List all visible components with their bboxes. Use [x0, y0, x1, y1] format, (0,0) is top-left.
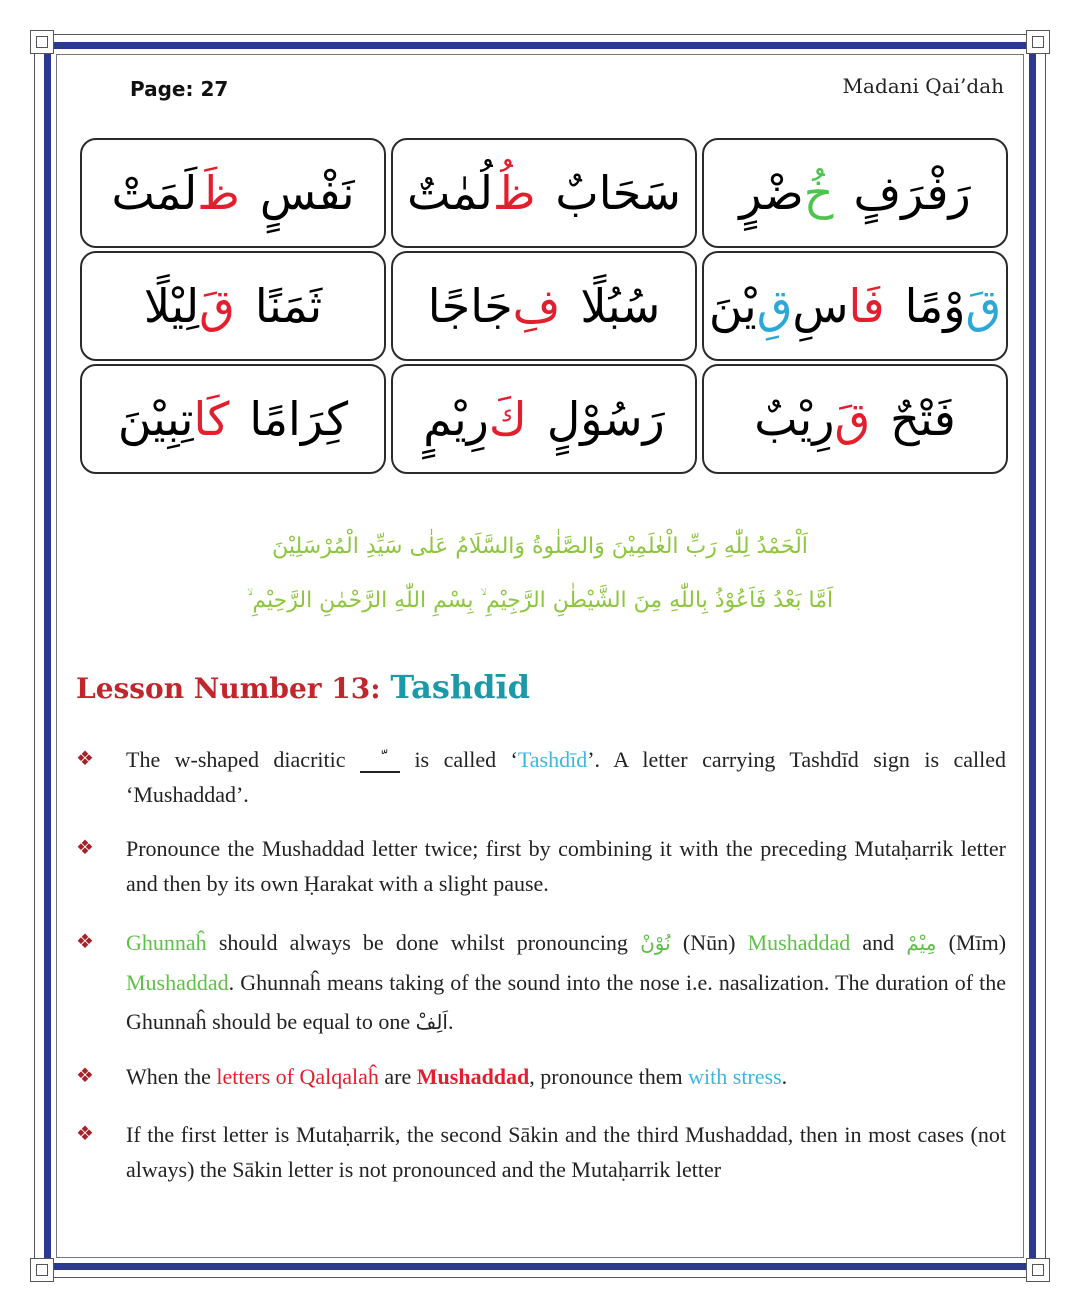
word-cell: [80, 251, 386, 361]
text-run: are: [384, 1064, 412, 1089]
bullet-item: [76, 742, 1006, 814]
lesson-topic: Tashdīd: [390, 668, 531, 706]
arabic-letters: خُ: [803, 166, 834, 220]
word-cell: [702, 138, 1008, 248]
bullet-text: [126, 742, 1006, 812]
arabic-letters: فَتْحٌ: [890, 392, 956, 446]
arabic-alif: اَلِفْ: [415, 1010, 448, 1034]
arabic-letters: جَاجًا: [427, 279, 513, 333]
arabic-letters: قَ: [199, 279, 235, 333]
bullet-text: [126, 1059, 1006, 1094]
text-run: (Nūn): [682, 930, 736, 955]
text-run: .: [781, 1064, 788, 1089]
text-run: The w-shaped diacritic: [126, 747, 346, 772]
term-mushaddad: Mushaddad: [416, 1064, 530, 1089]
word-cell: [80, 138, 386, 248]
arabic-letters: ثَمَنًا: [254, 279, 323, 333]
term-ghunnah: Ghunnaĥ: [126, 930, 207, 955]
word-cell: [80, 364, 386, 474]
bullet-icon: ❖: [76, 931, 94, 953]
term-stress: with stress: [688, 1064, 782, 1089]
text-run: ’. A letter carrying Tashdīd sign is called ‘Mushaddad’.: [126, 747, 1007, 807]
arabic-letters: قَ: [965, 279, 1002, 333]
arabic-letters: تِبِيْنَ: [117, 392, 194, 446]
page-number: Page: 27: [130, 77, 229, 101]
frame-corner-ornament: [30, 30, 54, 54]
word-cell: [391, 251, 697, 361]
text-run: is called ‘: [414, 747, 518, 772]
arabic-letters: سَحَابٌ: [555, 166, 681, 220]
arabic-letters: كَا: [193, 392, 230, 446]
arabic-letters: رَفْرَفٍ: [853, 166, 971, 220]
lesson-number: Lesson Number 13:: [76, 672, 381, 705]
book-title: Madani Qai’dah: [842, 74, 1004, 98]
arabic-letters: فِ: [512, 279, 561, 333]
lesson-heading: [76, 668, 530, 706]
frame-corner-ornament: [1026, 30, 1050, 54]
term-mushaddad: Mushaddad: [126, 970, 229, 995]
arabic-nun: نُوْنْ: [640, 931, 671, 955]
arabic-letters: رِيْمٍ: [423, 392, 489, 446]
bullet-item: [76, 831, 1006, 903]
arabic-letters: قَ: [834, 392, 871, 446]
arabic-letters: لَمَتْ: [111, 166, 198, 220]
text-run: (Mīm): [948, 930, 1007, 955]
text-run: .: [447, 1009, 454, 1034]
arabic-letters: لُمٰتٌ: [407, 166, 493, 220]
term-qalqalah: letters of Qalqalaĥ: [216, 1064, 379, 1089]
arabic-letters: كِرَامًا: [249, 392, 349, 446]
tashdid-sign: [360, 753, 400, 773]
frame-corner-ornament: [1026, 1258, 1050, 1282]
arabic-mim: مِيْمْ: [906, 931, 937, 955]
bullet-text: Pronounce the Mushaddad letter twice; first by combining it with the preceding Mutaḥarrik letter and then by its own Ḥarakat with a slight pause.: [126, 836, 1006, 896]
word-cell: [702, 251, 1008, 361]
bullet-item: [76, 1059, 1006, 1095]
bullet-icon: ❖: [76, 748, 94, 770]
arabic-letters: رِيْبٌ: [754, 392, 835, 446]
arabic-letters: ظَ: [197, 166, 240, 220]
arabic-letters: سِ: [792, 279, 849, 333]
arabic-letters: فَا: [848, 279, 885, 333]
bullet-icon: ❖: [76, 1065, 94, 1087]
arabic-letters: ظُ: [492, 166, 536, 220]
arabic-letters: نَفْسٍ: [259, 166, 355, 220]
dua-line-1: اَلْحَمْدُ لِلّٰهِ رَبِّ الْعٰلَمِيْنَ وَالصَّلٰوةُ وَالسَّلَامُ عَلٰى سَيِّدِ الْمُرْسَلِيْنَ: [272, 534, 808, 559]
arabic-letters: لِيْلًا: [143, 279, 200, 333]
bullet-item: [76, 1117, 1006, 1189]
bullet-icon: ❖: [76, 837, 94, 859]
arabic-letters: ضْرٍ: [739, 166, 804, 220]
dua-line-2: اَمَّا بَعْدُ فَاَعُوْذُ بِاللّٰهِ مِنَ الشَّيْطٰنِ الرَّجِيْمِ ۙ بِسْمِ اللّٰهِ الرَّحْمٰنِ الرَّحِيْمِ ۙ: [246, 588, 834, 613]
arabic-letters: يْنَ: [708, 279, 757, 333]
word-cell: [391, 364, 697, 474]
term-mushaddad: Mushaddad: [747, 930, 851, 955]
word-cell: [702, 364, 1008, 474]
arabic-letters: رَسُوْلٍ: [546, 392, 665, 446]
bullet-icon: ❖: [76, 1123, 94, 1145]
bullet-text: [126, 923, 1006, 1042]
bullet-item: [76, 923, 1006, 1035]
arabic-letters: سُبُلًا: [580, 279, 661, 333]
text-run: should always be done whilst pronouncing: [218, 930, 628, 955]
text-run: , pronounce them: [529, 1064, 683, 1089]
arabic-letters: قِ: [756, 279, 793, 333]
word-cell: [391, 138, 697, 248]
frame-corner-ornament: [30, 1258, 54, 1282]
text-run: When the: [126, 1064, 211, 1089]
bullet-text: If the first letter is Mutaḥarrik, the second Sākin and the third Mushaddad, then in most cases (not always) the Sākin letter is not pronounced and the Mutaḥarrik letter: [126, 1122, 1006, 1182]
word-grid: [80, 138, 1008, 476]
text-run: . Ghunnaĥ means taking of the sound into the nose i.e. nasalization. The duration of the Ghunnaĥ should be equal to one: [126, 970, 1006, 1034]
text-run: and: [862, 930, 895, 955]
arabic-letters: كَ: [488, 392, 527, 446]
arabic-letters: وْمًا: [904, 279, 966, 333]
term-tashdid: Tashdīd: [517, 747, 588, 772]
